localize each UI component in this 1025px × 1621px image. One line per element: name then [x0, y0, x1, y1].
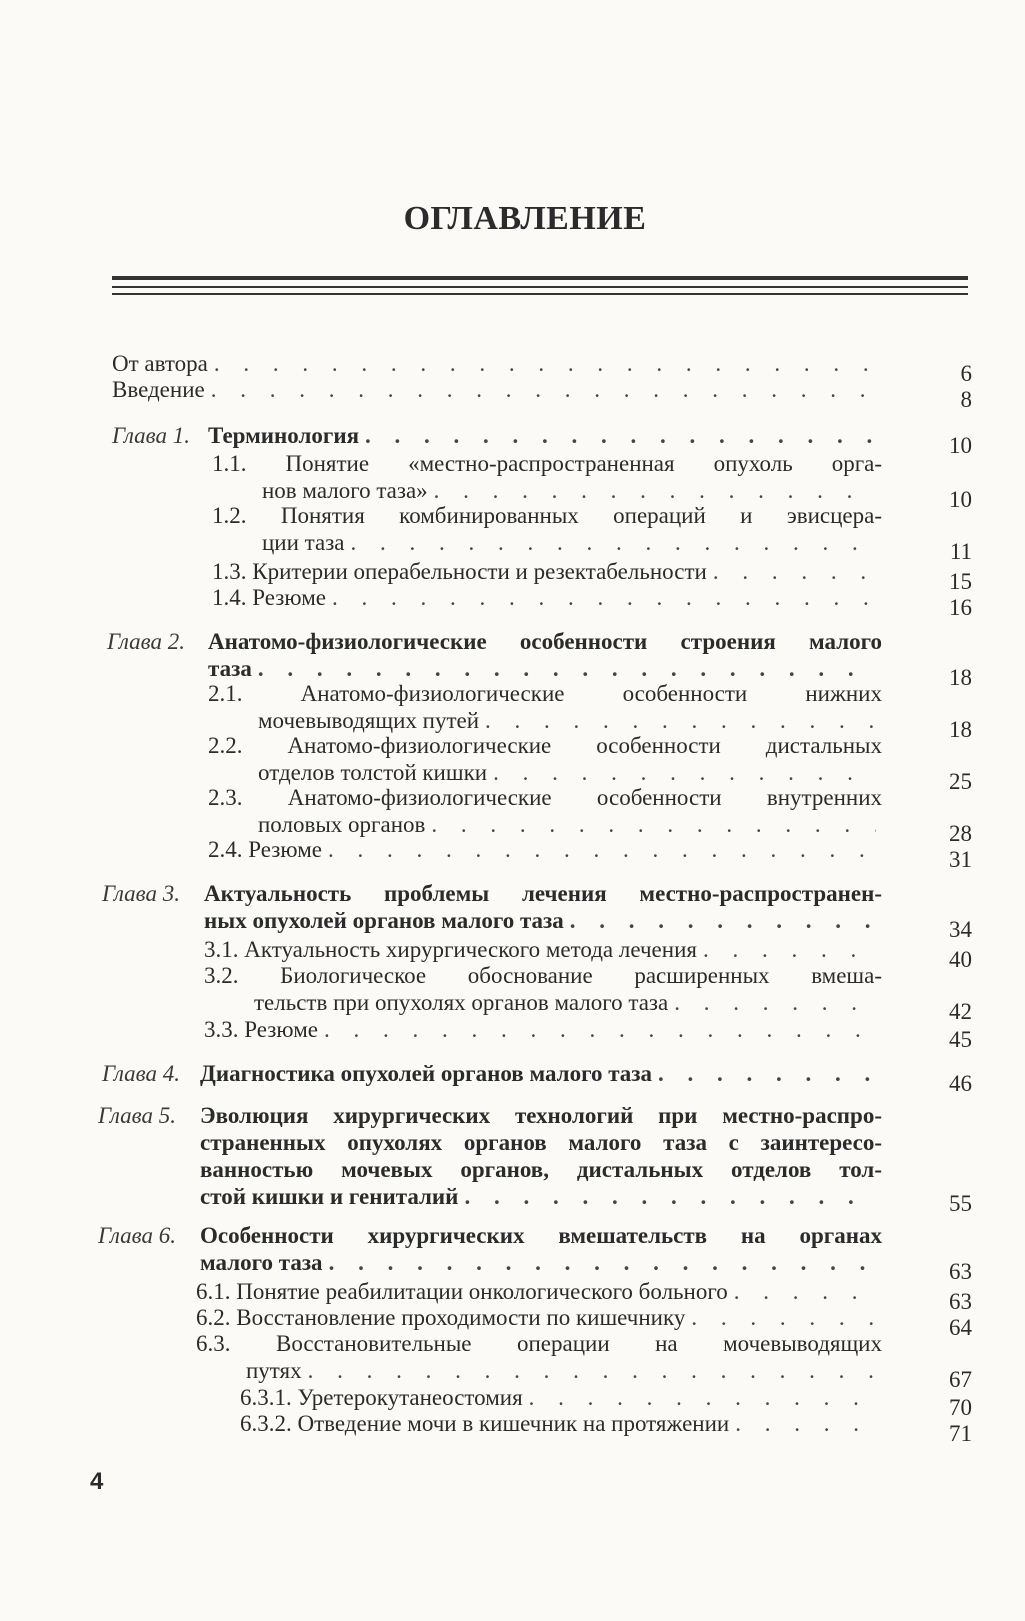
dot-leader: [329, 1249, 876, 1276]
chapter-label: Глава 3.: [102, 881, 180, 906]
entry-page-number: 70: [949, 1395, 972, 1420]
dot-leader: [211, 376, 876, 403]
toc-entry: [112, 1330, 972, 1392]
entry-title: 3.1. Актуальность хирургического метода лечения: [204, 937, 697, 962]
dot-leader: [214, 350, 876, 377]
toc-entry: [112, 584, 972, 620]
entry-title: 6.3.2. Отведение мочи в кишечник на протяжении: [240, 1411, 730, 1436]
entry-title-line: Эволюция хирургических технологий при местно-распро-: [200, 1103, 882, 1128]
entry-title-line: 1.1. Понятие «местно-распространенная опухоль орга-: [212, 451, 882, 476]
entry-title-line: Особенности хирургических вмешательств на органах: [200, 1223, 882, 1248]
entry-title-line: 6.3. Восстановительные операции на мочевыводящих: [196, 1331, 882, 1356]
toc-entry: [112, 784, 972, 846]
entry-title: стой кишки и гениталий: [200, 1184, 459, 1209]
entry-page-number: 10: [949, 433, 972, 458]
entry-page-number: 18: [949, 717, 972, 742]
title-rule-thin-2: [112, 293, 968, 295]
dot-leader: [703, 936, 876, 963]
entry-title: ции таза: [262, 530, 345, 555]
chapter-label: Глава 6.: [98, 1223, 176, 1248]
toc-entry: [98, 1102, 972, 1216]
chapter-label: Глава 1.: [112, 423, 190, 448]
dot-leader: [332, 584, 876, 611]
entry-title: мочевыводящих путей: [258, 708, 480, 733]
entry-title-line: Анатомо-физиологические особенности строения малого: [208, 629, 882, 654]
dot-leader: [529, 1384, 876, 1411]
entry-title: 3.3. Резюме: [204, 1017, 318, 1042]
entry-title-line: ванностью мочевых органов, дистальных отделов тол-: [200, 1157, 882, 1182]
entry-page-number: 45: [949, 1027, 972, 1052]
entry-page-number: 15: [949, 569, 972, 594]
entry-title: Диагностика опухолей органов малого таза: [200, 1061, 653, 1086]
entry-title: 1.4. Резюме: [212, 585, 326, 610]
dot-leader: [258, 655, 876, 682]
entry-title: Введение: [112, 377, 205, 402]
dot-leader: [570, 907, 876, 934]
toc-entry: [112, 962, 972, 1024]
dot-leader: [691, 1304, 876, 1331]
title-rule-thick: [112, 276, 968, 280]
title-rule-thin: [112, 286, 968, 288]
entry-page-number: 16: [949, 595, 972, 620]
dot-leader: [351, 529, 876, 556]
toc-entry: [102, 880, 972, 942]
entry-page-number: 64: [949, 1315, 972, 1340]
entry-page-number: 6: [960, 361, 972, 386]
entry-title: ных опухолей органов малого таза: [204, 908, 564, 933]
chapter-label: Глава 2.: [107, 629, 185, 654]
dot-leader: [713, 558, 876, 585]
entry-title: нов малого таза»: [262, 478, 428, 503]
dot-leader: [493, 759, 876, 786]
entry-title: 6.1. Понятие реабилитации онкологического больного: [196, 1279, 728, 1304]
entry-title: тельств при опухолях органов малого таза: [254, 990, 669, 1015]
dot-leader: [658, 1060, 876, 1087]
entry-page-number: 46: [949, 1071, 972, 1096]
entry-page-number: 55: [949, 1191, 972, 1216]
entry-page-number: 28: [949, 821, 972, 846]
entry-page-number: 25: [949, 769, 972, 794]
entry-title-line: 3.2. Биологическое обоснование расширенных вмеша-: [204, 963, 882, 988]
entry-page-number: 10: [949, 487, 972, 512]
entry-page-number: 63: [949, 1289, 972, 1314]
dot-leader: [485, 707, 876, 734]
dot-leader: [308, 1357, 876, 1384]
toc-entry: [112, 422, 972, 458]
entry-title: малого таза: [200, 1250, 323, 1275]
entry-page-number: 18: [949, 665, 972, 690]
entry-page-number: 11: [949, 539, 972, 564]
entry-title: Терминология: [208, 423, 360, 448]
dot-leader: [324, 1016, 876, 1043]
toc-entry: [112, 1410, 972, 1446]
page-title: ОГЛАВЛЕНИЕ: [403, 200, 647, 237]
entry-title: таза: [208, 656, 252, 681]
dot-leader: [328, 836, 876, 863]
chapter-label: Глава 4.: [102, 1061, 180, 1086]
entry-page-number: 31: [949, 847, 972, 872]
entry-page-number: 67: [949, 1367, 972, 1392]
entry-title: путях: [246, 1358, 302, 1383]
entry-title-line: 2.2. Анатомо-физиологические особенности дистальных: [208, 733, 882, 758]
toc-entry: [112, 836, 972, 872]
entry-title-line: Актуальность проблемы лечения местно-распространен-: [204, 881, 882, 906]
entry-title: 1.3. Критерии операбельности и резектабельности: [212, 559, 707, 584]
entry-title: 2.4. Резюме: [208, 837, 322, 862]
entry-title: 6.3.1. Уретерокутанеостомия: [240, 1385, 523, 1410]
toc-entry: [112, 732, 972, 794]
dot-leader: [464, 1183, 876, 1210]
entry-page-number: 71: [949, 1421, 972, 1446]
dot-leader: [734, 1278, 876, 1305]
dot-leader: [434, 477, 876, 504]
dot-leader: [431, 811, 876, 838]
toc-entry: [112, 680, 972, 742]
entry-title-line: страненных опухолях органов малого таза с заинтересо-: [200, 1130, 882, 1155]
toc-entry: [112, 502, 972, 564]
entry-title-line: 2.3. Анатомо-физиологические особенности внутренних: [208, 785, 882, 810]
toc-entry: [112, 376, 972, 412]
entry-page-number: 8: [960, 387, 972, 412]
toc-entry: [98, 1222, 972, 1284]
entry-title: От автора: [112, 351, 208, 376]
entry-title: 6.2. Восстановление проходимости по кишечнику: [196, 1305, 686, 1330]
dot-leader: [735, 1410, 876, 1437]
toc-entry: [107, 628, 972, 690]
entry-page-number: 63: [949, 1259, 972, 1284]
entry-page-number: 40: [949, 947, 972, 972]
dot-leader: [674, 989, 876, 1016]
toc-entry: [112, 1016, 972, 1052]
dot-leader: [365, 422, 876, 449]
entry-page-number: 34: [949, 917, 972, 942]
page-number: 4: [90, 1468, 104, 1495]
entry-page-number: 42: [949, 999, 972, 1024]
entry-title-line: 2.1. Анатомо-физиологические особенности нижних: [208, 681, 882, 706]
entry-title: половых органов: [258, 812, 426, 837]
toc-entry: [112, 450, 972, 512]
entry-title: отделов толстой кишки: [258, 760, 488, 785]
toc-entry: [102, 1060, 972, 1096]
entry-title-line: 1.2. Понятия комбинированных операций и эвисцера-: [212, 503, 882, 528]
chapter-label: Глава 5.: [98, 1103, 176, 1128]
